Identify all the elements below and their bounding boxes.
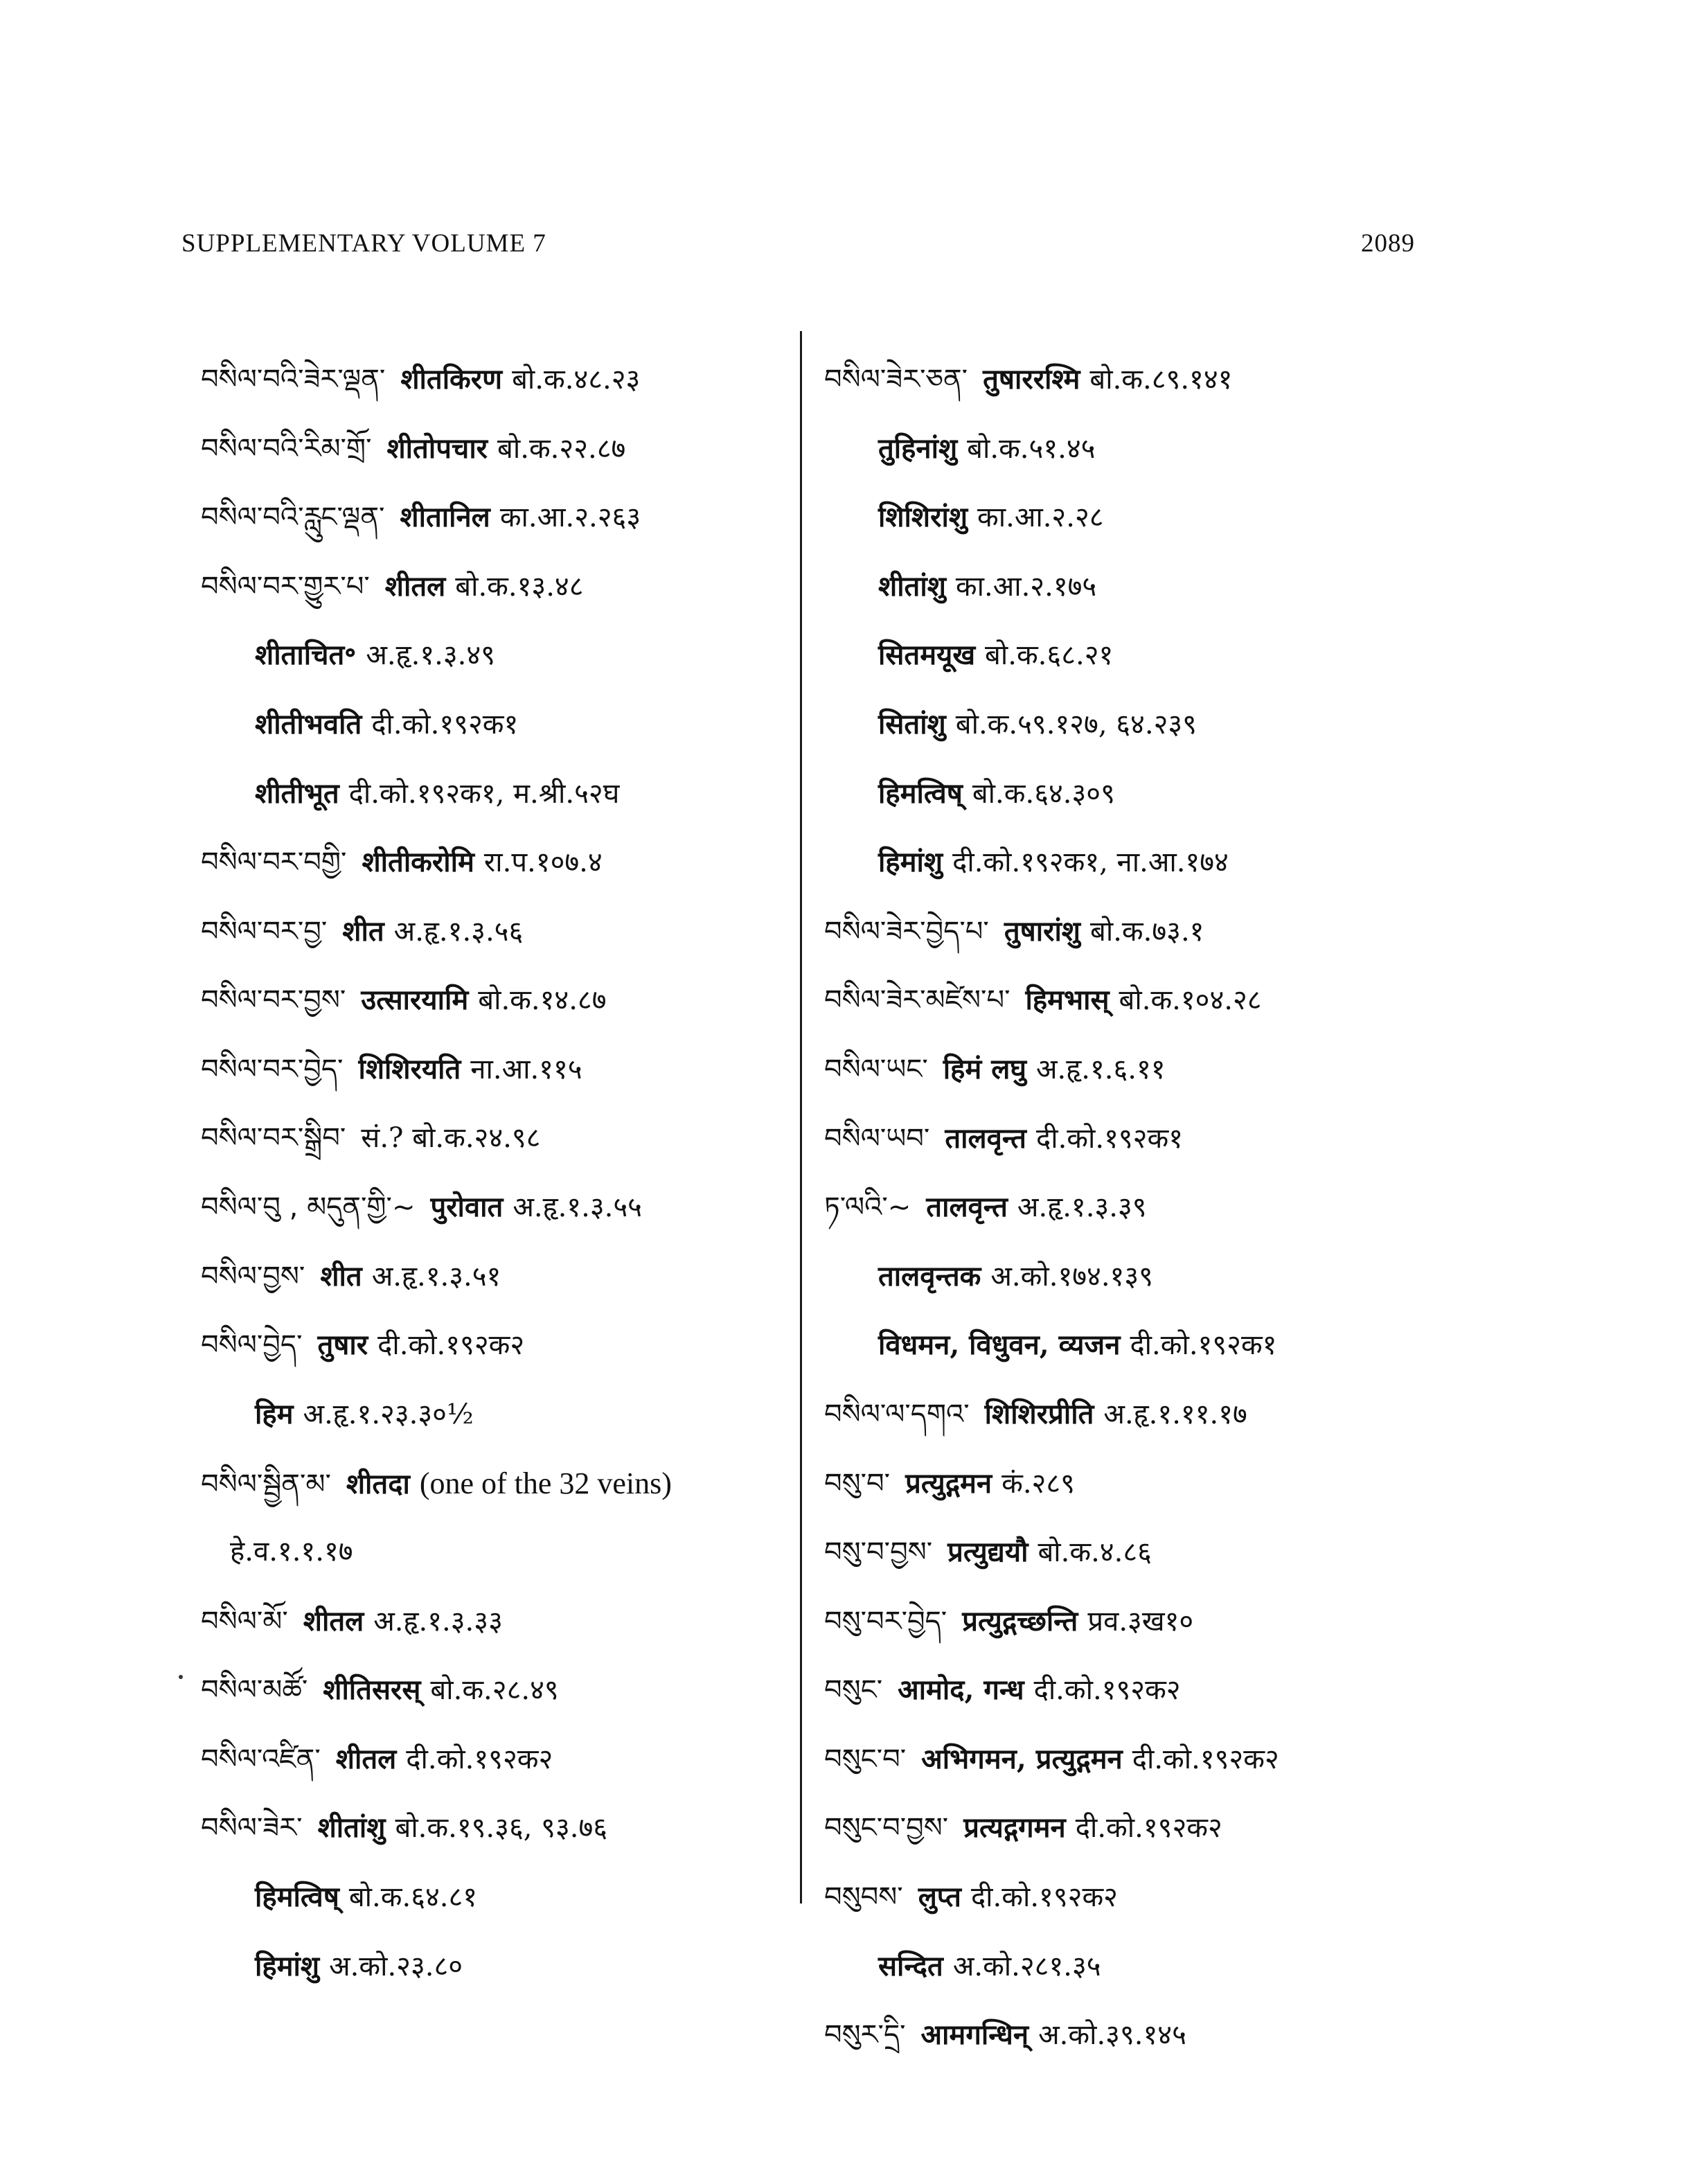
tibetan-headword: བསིལ་སྦྱིན་མ་ xyxy=(201,1468,331,1500)
sanskrit-equivalent: शिशिरप्रीति xyxy=(984,1397,1094,1430)
source-reference: अ.हृ.१.३.३९ xyxy=(1017,1191,1147,1224)
tibetan-headword: བསིལ་བར་བྱ་ xyxy=(201,915,328,948)
tibetan-headword: བསུ་བར་བྱེད་ xyxy=(824,1605,947,1637)
sanskrit-equivalent: हिमत्विष् xyxy=(878,776,963,810)
tibetan-headword: བསིལ་ཡང་ xyxy=(824,1053,928,1085)
dictionary-entry xyxy=(824,1655,1482,1725)
dictionary-entry xyxy=(201,1035,810,1104)
tibetan-headword: བསིལ་ལ་དགའ་ xyxy=(824,1398,970,1430)
sanskrit-equivalent: प्रत्युद्गमन xyxy=(905,1466,992,1500)
source-reference: दी.को.१९२क१ xyxy=(371,708,519,740)
margin-mark xyxy=(179,1675,183,1679)
tibetan-headword: བསུང་བ་བྱས་ xyxy=(824,1812,949,1845)
tibetan-headword: བསིལ་མཚོ་ xyxy=(201,1674,308,1707)
sanskrit-equivalent: तुषाररश्मि xyxy=(983,363,1080,396)
source-reference: अ.को.१७४.१३९ xyxy=(990,1260,1153,1293)
sanskrit-equivalent: शीतदा xyxy=(346,1467,410,1500)
page-number: 2089 xyxy=(1361,229,1415,258)
source-reference: का.आ.२.२६३ xyxy=(499,501,641,534)
source-reference: दी.को.१९२क२ xyxy=(970,1881,1118,1914)
dictionary-entry xyxy=(824,2000,1482,2070)
dictionary-entry xyxy=(824,1035,1482,1104)
tibetan-headword: བསིལ་ཟེར་ཅན་ xyxy=(824,364,968,396)
sanskrit-equivalent: तुहिनांशु xyxy=(878,432,958,465)
source-reference: अ.हृ.१.३.४९ xyxy=(366,639,495,672)
source-reference: अ.हृ.१.३.५६ xyxy=(393,915,524,948)
dictionary-entry xyxy=(201,345,810,414)
dictionary-entry xyxy=(824,1863,1482,1932)
dictionary-entry xyxy=(824,966,1482,1035)
dictionary-entry xyxy=(201,1932,810,2001)
tibetan-headword: བསུ་བ་བྱས་ xyxy=(824,1536,933,1569)
dictionary-entry xyxy=(201,414,810,483)
source-reference: बो.क.२८.४९ xyxy=(430,1674,559,1707)
source-reference: बो.क.४८.२३ xyxy=(512,364,641,396)
source-reference: ना.आ.११५ xyxy=(470,1053,582,1085)
dictionary-entry xyxy=(201,621,810,690)
sanskrit-equivalent: हिमं लघु xyxy=(943,1052,1026,1085)
dictionary-entry xyxy=(824,1173,1482,1242)
left-column xyxy=(201,345,810,2000)
sanskrit-equivalent: तुषार xyxy=(317,1329,368,1362)
dictionary-entry xyxy=(201,1518,810,1587)
dictionary-entry xyxy=(824,1793,1482,1863)
source-reference: रा.प.१०७.४ xyxy=(483,846,603,879)
tibetan-headword: བསིལ་བར་བྱས་ xyxy=(201,984,346,1017)
dictionary-entry xyxy=(201,1173,810,1242)
tibetan-headword: བསིལ་བར་སྒྲིབ་ xyxy=(201,1121,346,1154)
source-reference: अ.हृ.१.११.१७ xyxy=(1103,1398,1247,1430)
dictionary-entry xyxy=(824,828,1482,897)
tibetan-headword: བསུང་ xyxy=(824,1674,883,1707)
sanskrit-equivalent: तुषारांशु xyxy=(1004,914,1081,948)
sanskrit-equivalent: शीतोपचार xyxy=(386,432,488,465)
gloss-note: (one of the 32 veins) xyxy=(419,1466,672,1500)
dictionary-entry xyxy=(824,1587,1482,1656)
sanskrit-equivalent: सन्दित xyxy=(878,1949,943,1982)
source-reference: बो.क.१०४.२८ xyxy=(1119,984,1262,1017)
sanskrit-equivalent: हिम xyxy=(255,1397,294,1430)
tibetan-headword: ཏ་ལའི་~ xyxy=(824,1191,911,1224)
sanskrit-equivalent: हिमत्विष् xyxy=(255,1881,339,1914)
running-head-title: SUPPLEMENTARY VOLUME 7 xyxy=(181,229,546,258)
sanskrit-equivalent: शीतीभवति xyxy=(255,707,362,740)
source-reference: अ.को.२३.८० xyxy=(329,1950,463,1982)
source-reference: बो.क.७३.१ xyxy=(1090,915,1204,948)
dictionary-entry xyxy=(824,1518,1482,1587)
source-reference: सं.? बो.क.२४.९८ xyxy=(361,1121,541,1154)
sanskrit-equivalent: हिमांशु xyxy=(878,846,943,879)
sanskrit-equivalent: प्रत्युद्ययौ xyxy=(947,1536,1028,1569)
tibetan-headword: བསིལ་བར་བགྱི་ xyxy=(201,846,347,879)
tibetan-headword: བསིལ་བྱས་ xyxy=(201,1260,305,1293)
dictionary-entry xyxy=(201,1311,810,1380)
tibetan-headword: བསིལ་ཟེར་ xyxy=(201,1812,303,1845)
source-reference: हे.व.१.१.१७ xyxy=(230,1536,353,1568)
dictionary-entry xyxy=(824,552,1482,621)
tibetan-headword: བསིལ་བུ , མདུན་གྱི་~ xyxy=(201,1191,416,1224)
sanskrit-equivalent: शीताचित॰ xyxy=(255,639,357,672)
tibetan-headword: བསིལ་བར་གྱུར་པ་ xyxy=(201,570,370,603)
dictionary-entry xyxy=(201,759,810,828)
sanskrit-equivalent: तालवृन्तक xyxy=(878,1259,981,1293)
source-reference: बो.क.६४.३०९ xyxy=(972,777,1115,810)
source-reference: दी.को.१९२क२ xyxy=(1033,1674,1181,1707)
source-reference: का.आ.२.१७५ xyxy=(955,570,1097,603)
dictionary-entry xyxy=(201,1725,810,1794)
sanskrit-equivalent: विधमन, विधुवन, व्यजन xyxy=(878,1329,1121,1362)
tibetan-headword: བསིལ་འཛིན་ xyxy=(201,1743,321,1775)
dictionary-entry xyxy=(201,1863,810,1932)
source-reference: दी.को.१९२क२ xyxy=(1075,1812,1222,1845)
source-reference: बो.क.६८.२१ xyxy=(985,639,1114,672)
dictionary-entry xyxy=(201,483,810,552)
source-reference: प्रव.३ख१० xyxy=(1087,1605,1194,1637)
sanskrit-equivalent: शीतिसरस् xyxy=(323,1673,421,1707)
dictionary-entry xyxy=(824,1104,1482,1173)
sanskrit-equivalent: शीतल xyxy=(335,1742,397,1775)
source-reference: दी.को.१९२क१ xyxy=(1035,1122,1183,1155)
source-reference: दी.को.१९२क२ xyxy=(406,1743,553,1775)
sanskrit-equivalent: शीतकिरण xyxy=(400,363,503,396)
dictionary-entry xyxy=(201,966,810,1035)
source-reference: बो.क.२२.८७ xyxy=(497,432,626,465)
dictionary-entry xyxy=(201,897,810,966)
sanskrit-equivalent: पुरोवात xyxy=(430,1191,504,1224)
source-reference: बो.क.१९.३६, ९३.७६ xyxy=(395,1812,608,1845)
dictionary-entry xyxy=(201,552,810,621)
sanskrit-equivalent: प्रत्युद्गच्छन्ति xyxy=(962,1604,1078,1637)
dictionary-entry xyxy=(824,1242,1482,1311)
sanskrit-equivalent: तालवृन्त xyxy=(926,1191,1008,1224)
dictionary-entry xyxy=(201,690,810,759)
source-reference: बो.क.६४.८१ xyxy=(348,1881,478,1914)
sanskrit-equivalent: शिशिरांशु xyxy=(878,501,968,534)
sanskrit-equivalent: शीतानिल xyxy=(400,501,490,534)
dictionary-entry xyxy=(824,1725,1482,1794)
dictionary-entry xyxy=(201,1449,810,1518)
sanskrit-equivalent: शीतांशु xyxy=(878,569,946,603)
dictionary-entry xyxy=(824,690,1482,759)
dictionary-entry xyxy=(824,414,1482,483)
source-reference: दी.को.१९२क२ xyxy=(377,1329,525,1362)
dictionary-entry xyxy=(824,1932,1482,2001)
source-reference: बो.क.५१.४५ xyxy=(967,432,1096,465)
sanskrit-equivalent: हिमांशु xyxy=(255,1949,320,1982)
source-reference: अ.को.२८१.३५ xyxy=(952,1950,1101,1982)
sanskrit-equivalent: सितमयूख xyxy=(878,639,976,672)
sanskrit-equivalent: शीतल xyxy=(303,1604,364,1637)
source-reference: बो.क.५९.१२७, ६४.२३९ xyxy=(955,708,1197,740)
source-reference: अ.हृ.१.३.३३ xyxy=(373,1605,503,1637)
dictionary-entry xyxy=(824,897,1482,966)
source-reference: अ.को.३९.१४५ xyxy=(1038,2019,1186,2052)
tibetan-headword: བསིལ་མོ་ xyxy=(201,1605,288,1637)
dictionary-entry xyxy=(824,621,1482,690)
tibetan-headword: བསིལ་བའི་ཟེར་ལྡན་ xyxy=(201,364,386,396)
tibetan-headword: བསིལ་བའི་རིམ་གྲོ་ xyxy=(201,432,372,465)
source-reference: अ.हृ.१.३.५१ xyxy=(371,1260,501,1293)
sanskrit-equivalent: लुप्त xyxy=(918,1881,961,1914)
sanskrit-equivalent: उत्सारयामि xyxy=(361,984,469,1017)
sanskrit-equivalent: शीतल xyxy=(384,569,446,603)
tibetan-headword: བསིལ་བར་བྱེད་ xyxy=(201,1053,344,1085)
tibetan-headword: བསུབས་ xyxy=(824,1881,903,1914)
dictionary-entry xyxy=(824,1380,1482,1449)
sanskrit-equivalent: सितांशु xyxy=(878,707,946,740)
sanskrit-equivalent: शिशिरयति xyxy=(358,1052,461,1085)
source-reference: बो.क.१३.४८ xyxy=(455,570,584,603)
tibetan-headword: བསིལ་ཟེར་བྱེད་པ་ xyxy=(824,915,989,948)
tibetan-headword: བསིལ་ཟེར་མཛེས་པ་ xyxy=(824,984,1010,1017)
dictionary-entry xyxy=(201,1104,810,1173)
dictionary-entry xyxy=(201,1655,810,1725)
tibetan-headword: བསིལ་ཡབ་ xyxy=(824,1122,930,1155)
source-reference: दी.को.१९२क१, ना.आ.१७४ xyxy=(952,846,1229,879)
tibetan-headword: བསུ་བ་ xyxy=(824,1467,891,1500)
sanskrit-equivalent: शीतांशु xyxy=(317,1811,386,1845)
right-column xyxy=(824,345,1482,2070)
dictionary-entry xyxy=(201,1793,810,1863)
sanskrit-equivalent: शीतीभूत xyxy=(255,776,339,810)
source-reference: अ.हृ.१.२३.३०½ xyxy=(303,1398,474,1430)
source-reference: दी.को.१९२क१, म.श्री.५२घ xyxy=(348,777,620,810)
dictionary-entry xyxy=(824,1311,1482,1380)
sanskrit-equivalent: हिमभास् xyxy=(1025,984,1110,1017)
source-reference: का.आ.२.२८ xyxy=(977,501,1104,534)
tibetan-headword: བསུར་དྲི་ xyxy=(824,2019,906,2052)
sanskrit-equivalent: शीतीकरोमि xyxy=(362,846,474,879)
source-reference: अ.हृ.१.३.५५ xyxy=(513,1191,642,1224)
sanskrit-equivalent: आमोद, गन्ध xyxy=(898,1673,1024,1707)
dictionary-entry xyxy=(824,759,1482,828)
dictionary-entry xyxy=(201,1242,810,1311)
sanskrit-equivalent: अभिगमन, प्रत्युद्गमन xyxy=(921,1742,1123,1775)
source-reference: दी.को.१९२क२ xyxy=(1132,1743,1279,1775)
tibetan-headword: བསིལ་བའི་རླུང་ལྡན་ xyxy=(201,501,385,534)
dictionary-entry xyxy=(201,1587,810,1656)
dictionary-entry xyxy=(201,1380,810,1449)
sanskrit-equivalent: आमगन्धिन् xyxy=(920,2018,1029,2052)
source-reference: बो.क.१४.८७ xyxy=(478,984,607,1017)
source-reference: बो.क.८९.१४१ xyxy=(1089,364,1233,396)
source-reference: कं.२८९ xyxy=(1001,1467,1075,1500)
dictionary-entry xyxy=(824,345,1482,414)
tibetan-headword: བསིལ་བྱེད་ xyxy=(201,1329,303,1362)
source-reference: अ.हृ.१.६.११ xyxy=(1035,1053,1166,1085)
sanskrit-equivalent: शीत xyxy=(342,914,384,948)
tibetan-headword: བསུང་བ་ xyxy=(824,1743,907,1775)
source-reference: बो.क.४.८६ xyxy=(1037,1536,1152,1569)
source-reference: दी.को.१९२क१ xyxy=(1130,1329,1277,1362)
sanskrit-equivalent: शीत xyxy=(320,1259,362,1293)
dictionary-entry xyxy=(201,828,810,897)
sanskrit-equivalent: तालवृन्त xyxy=(945,1121,1026,1155)
sanskrit-equivalent: प्रत्यद्गगमन xyxy=(963,1811,1066,1845)
dictionary-entry xyxy=(824,1449,1482,1518)
dictionary-entry xyxy=(824,483,1482,552)
